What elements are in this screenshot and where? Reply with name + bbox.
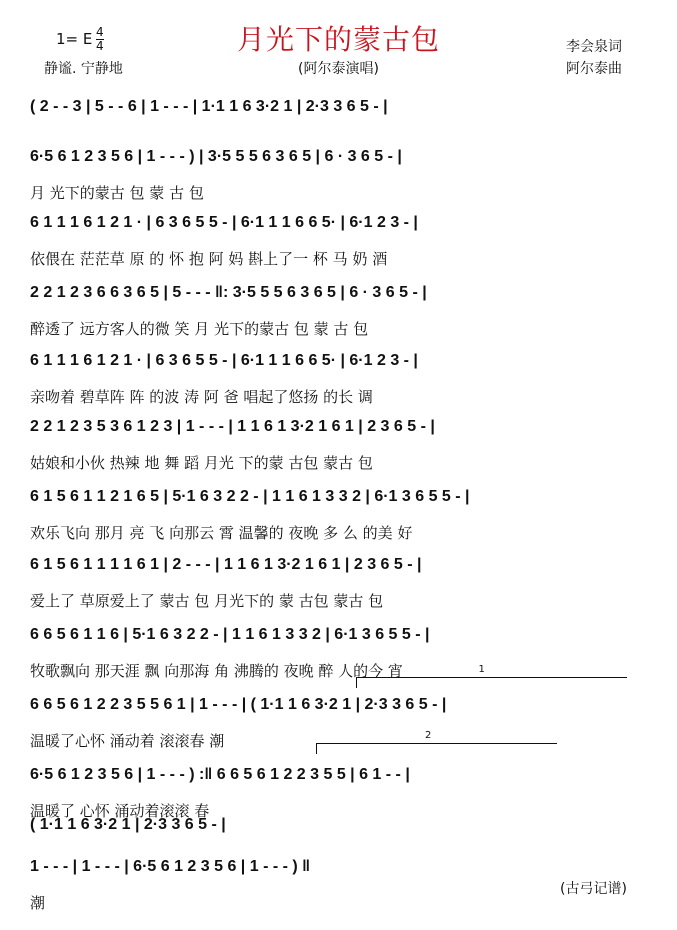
notation-line: 6 1 5 6 1 1 2 1 6 5 | 5·1 6 3 2 2 - | 1 1 6 1 3 3 2 | 6·1 3 6 5 5 - | <box>30 488 470 505</box>
notation-line: 6 6 5 6 1 2 2 3 5 5 6 1 | 1 - - - | ( 1·1 1 6 3·2 1 | 2·3 3 6 5 - | <box>30 696 447 713</box>
lyric-line: 爱上了 草原爱上了 蒙古 包 月光下的 蒙 古包 蒙古 包 <box>30 592 384 610</box>
song-title: 月光下的蒙古包 <box>236 23 440 56</box>
notation-line: 6 6 5 6 1 1 6 | 5·1 6 3 2 2 - | 1 1 6 1 3 3 2 | 6·1 3 6 5 5 - | <box>30 626 430 643</box>
notation-line: 1 - - - | 1 - - - | 6·5 6 1 2 3 5 6 | 1 - - - ) ‖ <box>30 858 311 875</box>
time-sig-bottom: 4 <box>96 39 104 53</box>
notation-line: ( 2 - - 3 | 5 - - 6 | 1 - - - | 1·1 1 6 3·2 1 | 2·3 3 6 5 - | <box>30 98 388 115</box>
notation-line: 6·5 6 1 2 3 5 6 | 1 - - - ) :‖ 6 6 5 6 1 2 2 3 5 5 | 6 1 - - | <box>30 766 410 783</box>
lyric-line: 亲吻着 碧草阵 阵 的波 涛 阿 爸 唱起了悠扬 的长 调 <box>30 388 373 406</box>
lyric-line: 欢乐飞向 那月 亮 飞 向那云 霄 温馨的 夜晚 多 么 的美 好 <box>30 524 413 542</box>
volta-1-label: 1 <box>478 664 485 675</box>
notation-line: 2 2 1 2 3 5 3 6 1 2 3 | 1 - - - | 1 1 6 1 3·2 1 6 1 | 2 3 6 5 - | <box>30 418 435 435</box>
notation-line: ( 1·1 1 6 3·2 1 | 2·3 3 6 5 - | <box>30 816 226 833</box>
notation-line: 2 2 1 2 3 6 6 3 6 5 | 5 - - - ‖: 3·5 5 5 6 3 6 5 | 6 · 3 6 5 - | <box>30 284 427 301</box>
notation-line: 6·5 6 1 2 3 5 6 | 1 - - - ) | 3·5 5 5 6 3 6 5 | 6 · 3 6 5 - | <box>30 148 402 165</box>
lyric-line: 姑娘和小伙 热辣 地 舞 蹈 月光 下的蒙 古包 蒙古 包 <box>30 454 373 472</box>
lyric-line: 月 光下的蒙古 包 蒙 古 包 <box>30 184 204 202</box>
lyric-line: 潮 <box>30 894 46 912</box>
time-signature <box>96 27 104 52</box>
lyric-line: 依偎在 茫茫草 原 的 怀 抱 阿 妈 斟上了一 杯 马 奶 酒 <box>30 250 388 268</box>
lyric-line: 温暖了 心怀 涌动着滚滚 春 <box>30 802 210 820</box>
volta-2 <box>316 730 557 754</box>
singer-credit: (阿尔泰演唱) <box>298 61 379 77</box>
notation-line: 6 1 5 6 1 1 1 1 6 1 | 2 - - - | 1 1 6 1 3·2 1 6 1 | 2 3 6 5 - | <box>30 556 422 573</box>
lyric-line: 牧歌飘向 那天涯 飘 向那海 角 沸腾的 夜晚 醉 人的今 宵 <box>30 662 403 680</box>
time-sig-top: 4 <box>96 25 104 39</box>
tempo-mood: 静谧. 宁静地 <box>44 61 123 77</box>
volta-2-label: 2 <box>425 730 432 741</box>
lyricist-credit: 李会泉词 <box>566 39 622 55</box>
notation-line: 6 1 1 1 6 1 2 1 · | 6 3 6 5 5 - | 6·1 1 1 6 6 5· | 6·1 2 3 - | <box>30 214 418 231</box>
composer-credit: 阿尔泰曲 <box>566 61 622 77</box>
key-signature: 1= E <box>56 30 93 48</box>
volta-1 <box>356 664 627 688</box>
notation-line: 6 1 1 1 6 1 2 1 · | 6 3 6 5 5 - | 6·1 1 1 6 6 5· | 6·1 2 3 - | <box>30 352 418 369</box>
lyric-line: 醉透了 远方客人的微 笑 月 光下的蒙古 包 蒙 古 包 <box>30 320 369 338</box>
lyric-line: 温暖了心怀 涌动着 滚滚春 潮 <box>30 732 225 750</box>
transcriber-credit: (古弓记谱) <box>560 881 627 897</box>
